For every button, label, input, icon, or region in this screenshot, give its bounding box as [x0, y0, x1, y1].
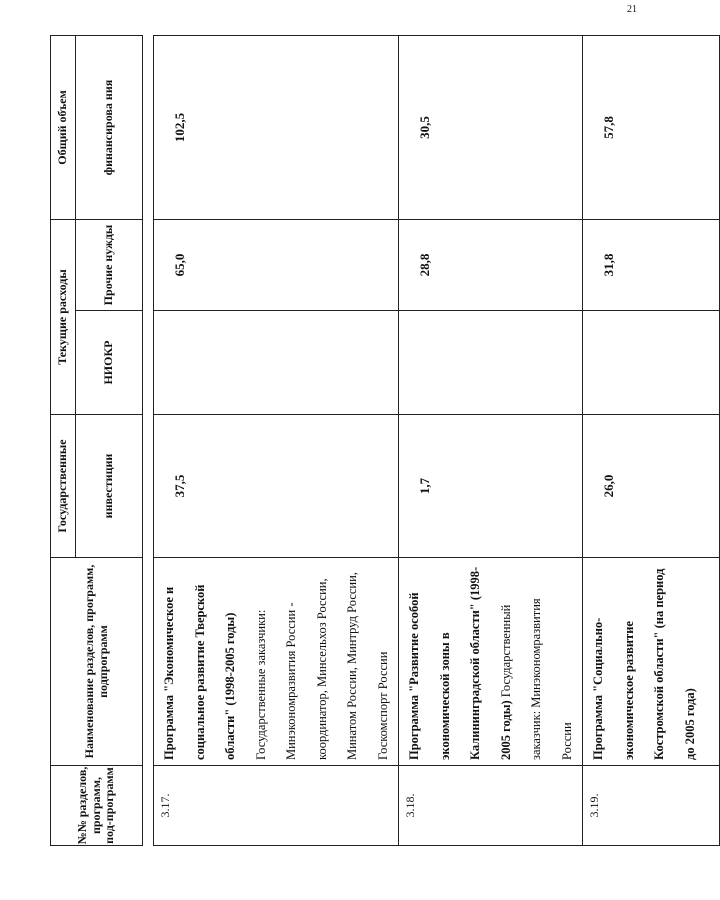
- gov-investment-value: 26,0: [583, 415, 720, 558]
- table-row: [154, 36, 399, 846]
- row-number: 3.17.: [154, 766, 399, 846]
- rotated-table-container: [50, 36, 697, 846]
- header-number: №№ разделов, программ, под-программ: [51, 766, 143, 846]
- program-name: [154, 558, 399, 766]
- program-customers: Государственные заказчики: Минэкономразвития России - координатор, Минсельхоз России, Минатом России, Минтруд России, Госкомспорт России: [253, 572, 390, 760]
- gov-investment-value: 37,5: [154, 415, 399, 558]
- program-title: Программа "Экономическое и социальное развитие Тверской области" (1998-2005 годы): [162, 584, 237, 760]
- table-row: [399, 36, 583, 846]
- header-total-volume: Общий объем: [51, 36, 76, 220]
- other-needs-value: 65,0: [154, 220, 399, 311]
- header-gap: [143, 36, 154, 846]
- gov-investment-value: 1,7: [399, 415, 583, 558]
- program-title: Программа "Социально-экономическое развитие Костромской области" (на период до 2005 года): [591, 568, 697, 760]
- header-investments-sub: инвестиции: [76, 415, 143, 558]
- program-title: Программа "Развитие особой экономической зоны в Калининградской области" (1998-2005 годы): [407, 566, 513, 760]
- header-financing: финансирова ния: [76, 36, 143, 220]
- table-row: [583, 36, 720, 846]
- total-financing-value: 57,8: [583, 36, 720, 220]
- header-gov-investments: Государственные: [51, 415, 76, 558]
- other-needs-value: 28,8: [399, 220, 583, 311]
- niokr-value: [583, 311, 720, 415]
- page-number: 21: [627, 4, 637, 15]
- header-current-expenses: Текущие расходы: [51, 220, 76, 415]
- header-other-needs: Прочие нужды: [76, 220, 143, 311]
- niokr-value: [399, 311, 583, 415]
- niokr-value: [154, 311, 399, 415]
- other-needs-value: 31,8: [583, 220, 720, 311]
- row-number: 3.19.: [583, 766, 720, 846]
- program-name: [399, 558, 583, 766]
- total-financing-value: 102,5: [154, 36, 399, 220]
- header-name: Наименование разделов, программ, подпрограмм: [51, 558, 143, 766]
- program-customers: Государственный заказчик: Минэкономразвития России: [498, 598, 574, 760]
- financing-table: [50, 35, 720, 846]
- row-number: 3.18.: [399, 766, 583, 846]
- total-financing-value: 30,5: [399, 36, 583, 220]
- program-name: [583, 558, 720, 766]
- header-niokr: НИОКР: [76, 311, 143, 415]
